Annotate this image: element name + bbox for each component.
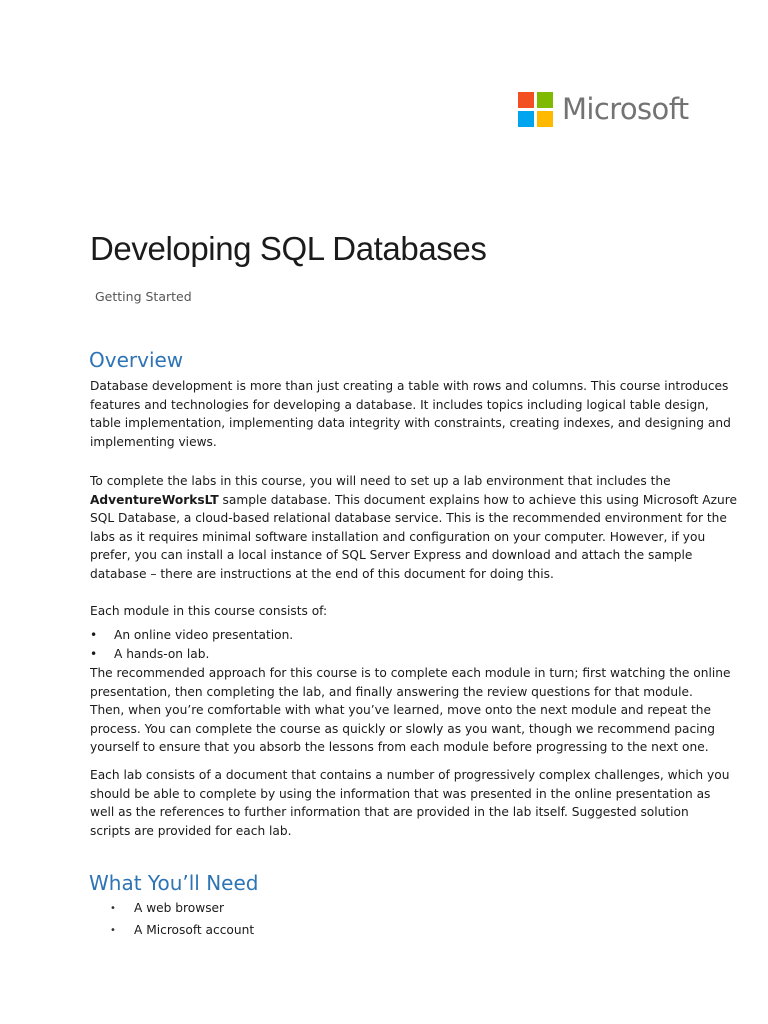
list-item: [110, 919, 254, 941]
document-title: Developing SQL Databases: [90, 230, 487, 267]
list-item-label: An online video presentation.: [114, 628, 294, 642]
text-line: should be able to complete by using the information that was presented in the online presentation as: [90, 786, 711, 801]
database-name: AdventureWorksLT: [90, 492, 219, 507]
overview-paragraph-1: [90, 377, 731, 451]
needs-heading: What You’ll Need: [89, 871, 259, 895]
overview-paragraph-4: [90, 766, 730, 840]
list-item: [90, 645, 293, 664]
text-line: presentation, then completing the lab, and finally answering the review questions for that module.: [90, 684, 693, 699]
list-item-label: A web browser: [134, 901, 225, 915]
microsoft-windows-icon: [518, 92, 553, 127]
text-line: Each module in this course consists of:: [90, 604, 328, 618]
overview-heading: Overview: [89, 348, 184, 372]
bullet-icon: •: [90, 646, 98, 661]
modules-intro: [90, 602, 685, 621]
text-line: implementing views.: [90, 434, 217, 449]
text-line: The recommended approach for this course is to complete each module in turn; first watching the online: [90, 666, 731, 680]
module-list: [90, 626, 293, 663]
list-item-label: A Microsoft account: [134, 923, 255, 937]
text-line: process. You can complete the course as quickly or slowly as you want, though we recommend pacing: [90, 721, 715, 736]
list-item-label: A hands-on lab.: [114, 646, 210, 661]
text-line: Then, when you’re comfortable with what you’ve learned, move onto the next module and repeat the: [90, 703, 711, 717]
text-span: sample database. This document explains how to achieve this using Microsoft Azure: [218, 492, 737, 507]
logo-square-green: [537, 92, 553, 108]
needs-list: [110, 897, 254, 941]
overview-paragraph-3: [90, 664, 731, 757]
logo-wordmark: Microsoft: [562, 92, 689, 126]
text-line: database – there are instructions at the end of this document for doing this.: [90, 566, 554, 581]
microsoft-logo: [518, 91, 689, 127]
bullet-icon: •: [110, 924, 116, 936]
text-line: Each lab consists of a document that contains a number of progressively complex challenges, which you: [90, 768, 730, 782]
text-line: table implementation, implementing data integrity with constraints, creating indexes, and designing and: [90, 416, 731, 430]
list-item: [110, 897, 254, 919]
logo-square-yellow: [537, 111, 553, 127]
logo-square-blue: [518, 111, 534, 127]
bullet-icon: •: [110, 902, 116, 914]
text-line: well as the references to further information that are provided in the lab itself. Suggested solution: [90, 805, 689, 819]
text-line: labs as it requires minimal software installation and configuration on your computer. However, if you: [90, 529, 706, 544]
text-line: scripts are provided for each lab.: [90, 823, 292, 838]
list-item: [90, 626, 293, 645]
overview-paragraph-2: [90, 472, 737, 583]
text-line: SQL Database, a cloud-based relational database service. This is the recommended environment for the: [90, 511, 727, 525]
bullet-icon: •: [90, 628, 98, 642]
text-line: [90, 491, 737, 510]
text-line: To complete the labs in this course, you will need to set up a lab environment that includes the: [90, 474, 671, 488]
document-subtitle: Getting Started: [95, 289, 192, 304]
text-line: prefer, you can install a local instance of SQL Server Express and download and attach the sample: [90, 548, 693, 562]
text-line: features and technologies for developing a database. It includes topics including logical table design,: [90, 397, 709, 412]
logo-square-red: [518, 92, 534, 108]
text-line: yourself to ensure that you absorb the lessons from each module before progressing to the next one.: [90, 740, 709, 754]
text-line: Database development is more than just creating a table with rows and columns. This course introduces: [90, 379, 729, 393]
